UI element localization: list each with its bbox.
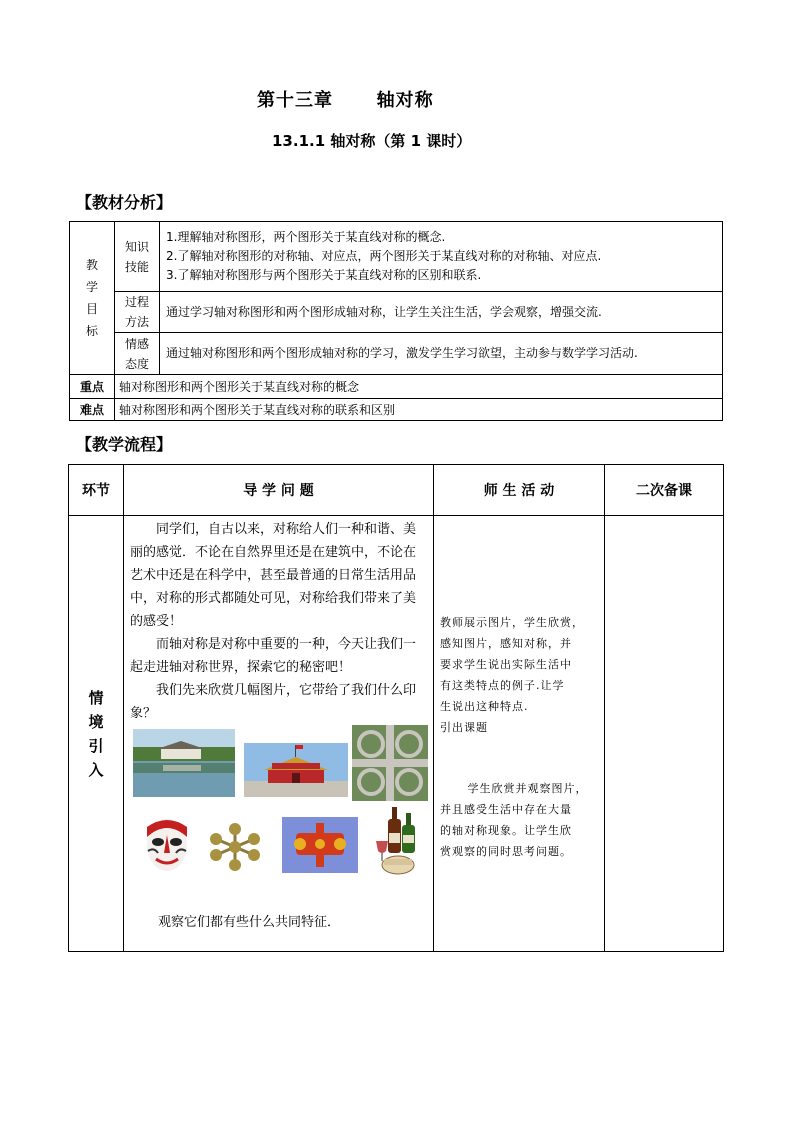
guide-cell bbox=[124, 516, 434, 952]
header-stage: 环节 bbox=[69, 465, 124, 516]
activity-text-2: 学生欣赏并观察图片， 并且感受生活中存在大量 的轴对称现象。让学生欣 赏观察的同时思考问题。 bbox=[440, 782, 588, 858]
header-second-prep: 二次备课 bbox=[605, 465, 724, 516]
difficulty-content: 轴对称图形和两个图形关于某直线对称的联系和区别 bbox=[115, 399, 723, 421]
key-label: 重点 bbox=[70, 375, 115, 399]
header-guide: 导 学 问 题 bbox=[124, 465, 434, 516]
tiananmen-image bbox=[244, 743, 348, 797]
flow-table bbox=[68, 464, 724, 952]
knowledge-item: 3.了解轴对称图形与两个图形关于某直线对称的区别和联系. bbox=[166, 268, 482, 282]
process-content: 通过学习轴对称图形和两个图形成轴对称，让学生关注生活，学会观察，增强交流. bbox=[160, 292, 723, 333]
atomium-image bbox=[206, 821, 264, 873]
analysis-table bbox=[69, 221, 723, 421]
knowledge-item: 1.理解轴对称图形，两个图形关于某直线对称的概念. bbox=[166, 230, 446, 244]
guide-paragraph: 我们先来欣赏几幅图片，它带给了我们什么印象？ bbox=[130, 683, 417, 721]
process-label: 过程 方法 bbox=[115, 292, 160, 333]
guide-text bbox=[124, 516, 433, 725]
wine-bottles-image bbox=[374, 805, 424, 877]
knowledge-content bbox=[160, 222, 723, 292]
analysis-section-title: 【教材分析】 bbox=[76, 193, 173, 212]
emotion-label: 情感 态度 bbox=[115, 333, 160, 375]
chapter-title: 第十三章 轴对称 bbox=[257, 90, 434, 111]
garden-pavilion-image bbox=[133, 729, 235, 797]
header-activity: 师 生 活 动 bbox=[434, 465, 605, 516]
chinese-knot-image bbox=[282, 817, 358, 873]
activity-cell bbox=[434, 516, 605, 952]
interchange-image bbox=[352, 725, 428, 801]
opera-mask-image bbox=[140, 817, 194, 873]
guide-question: 观察它们都有些什么共同特征． bbox=[158, 915, 341, 930]
emotion-content: 通过轴对称图形和两个图形成轴对称的学习，激发学生学习欲望，主动参与数学学习活动. bbox=[160, 333, 723, 375]
knowledge-label: 知识 技能 bbox=[115, 222, 160, 292]
image-gallery bbox=[124, 725, 433, 913]
goal-label: 教 学 目 标 bbox=[70, 222, 115, 375]
knowledge-item: 2.了解轴对称图形的对称轴、对应点，两个图形关于某直线对称的对称轴、对应点. bbox=[166, 249, 602, 263]
key-content: 轴对称图形和两个图形关于某直线对称的概念 bbox=[115, 375, 723, 399]
guide-paragraph: 同学们，自古以来，对称给人们一种和谐、美丽的感觉．不论在自然界里还是在建筑中，不论在艺术中还是在科学中，甚至最普通的日常生活用品中，对称的形式都随处可见，对称给我们带来了美的感受！ bbox=[130, 522, 417, 629]
flow-section-title: 【教学流程】 bbox=[76, 435, 173, 454]
stage-label: 情 境 引 入 bbox=[69, 516, 124, 952]
activity-text-1: 教师展示图片，学生欣赏， 感知图片，感知对称，并 要求学生说出实际生活中 有这类特点的例子.让学 生说出这种特点. 引出课题 bbox=[440, 616, 584, 734]
guide-paragraph: 而轴对称是对称中重要的一种，今天让我们一起走进轴对称世界，探索它的秘密吧！ bbox=[130, 637, 417, 675]
second-prep-cell bbox=[605, 516, 724, 952]
lesson-title: 13.1.1 轴对称（第 1 课时） bbox=[272, 132, 472, 150]
difficulty-label: 难点 bbox=[70, 399, 115, 421]
